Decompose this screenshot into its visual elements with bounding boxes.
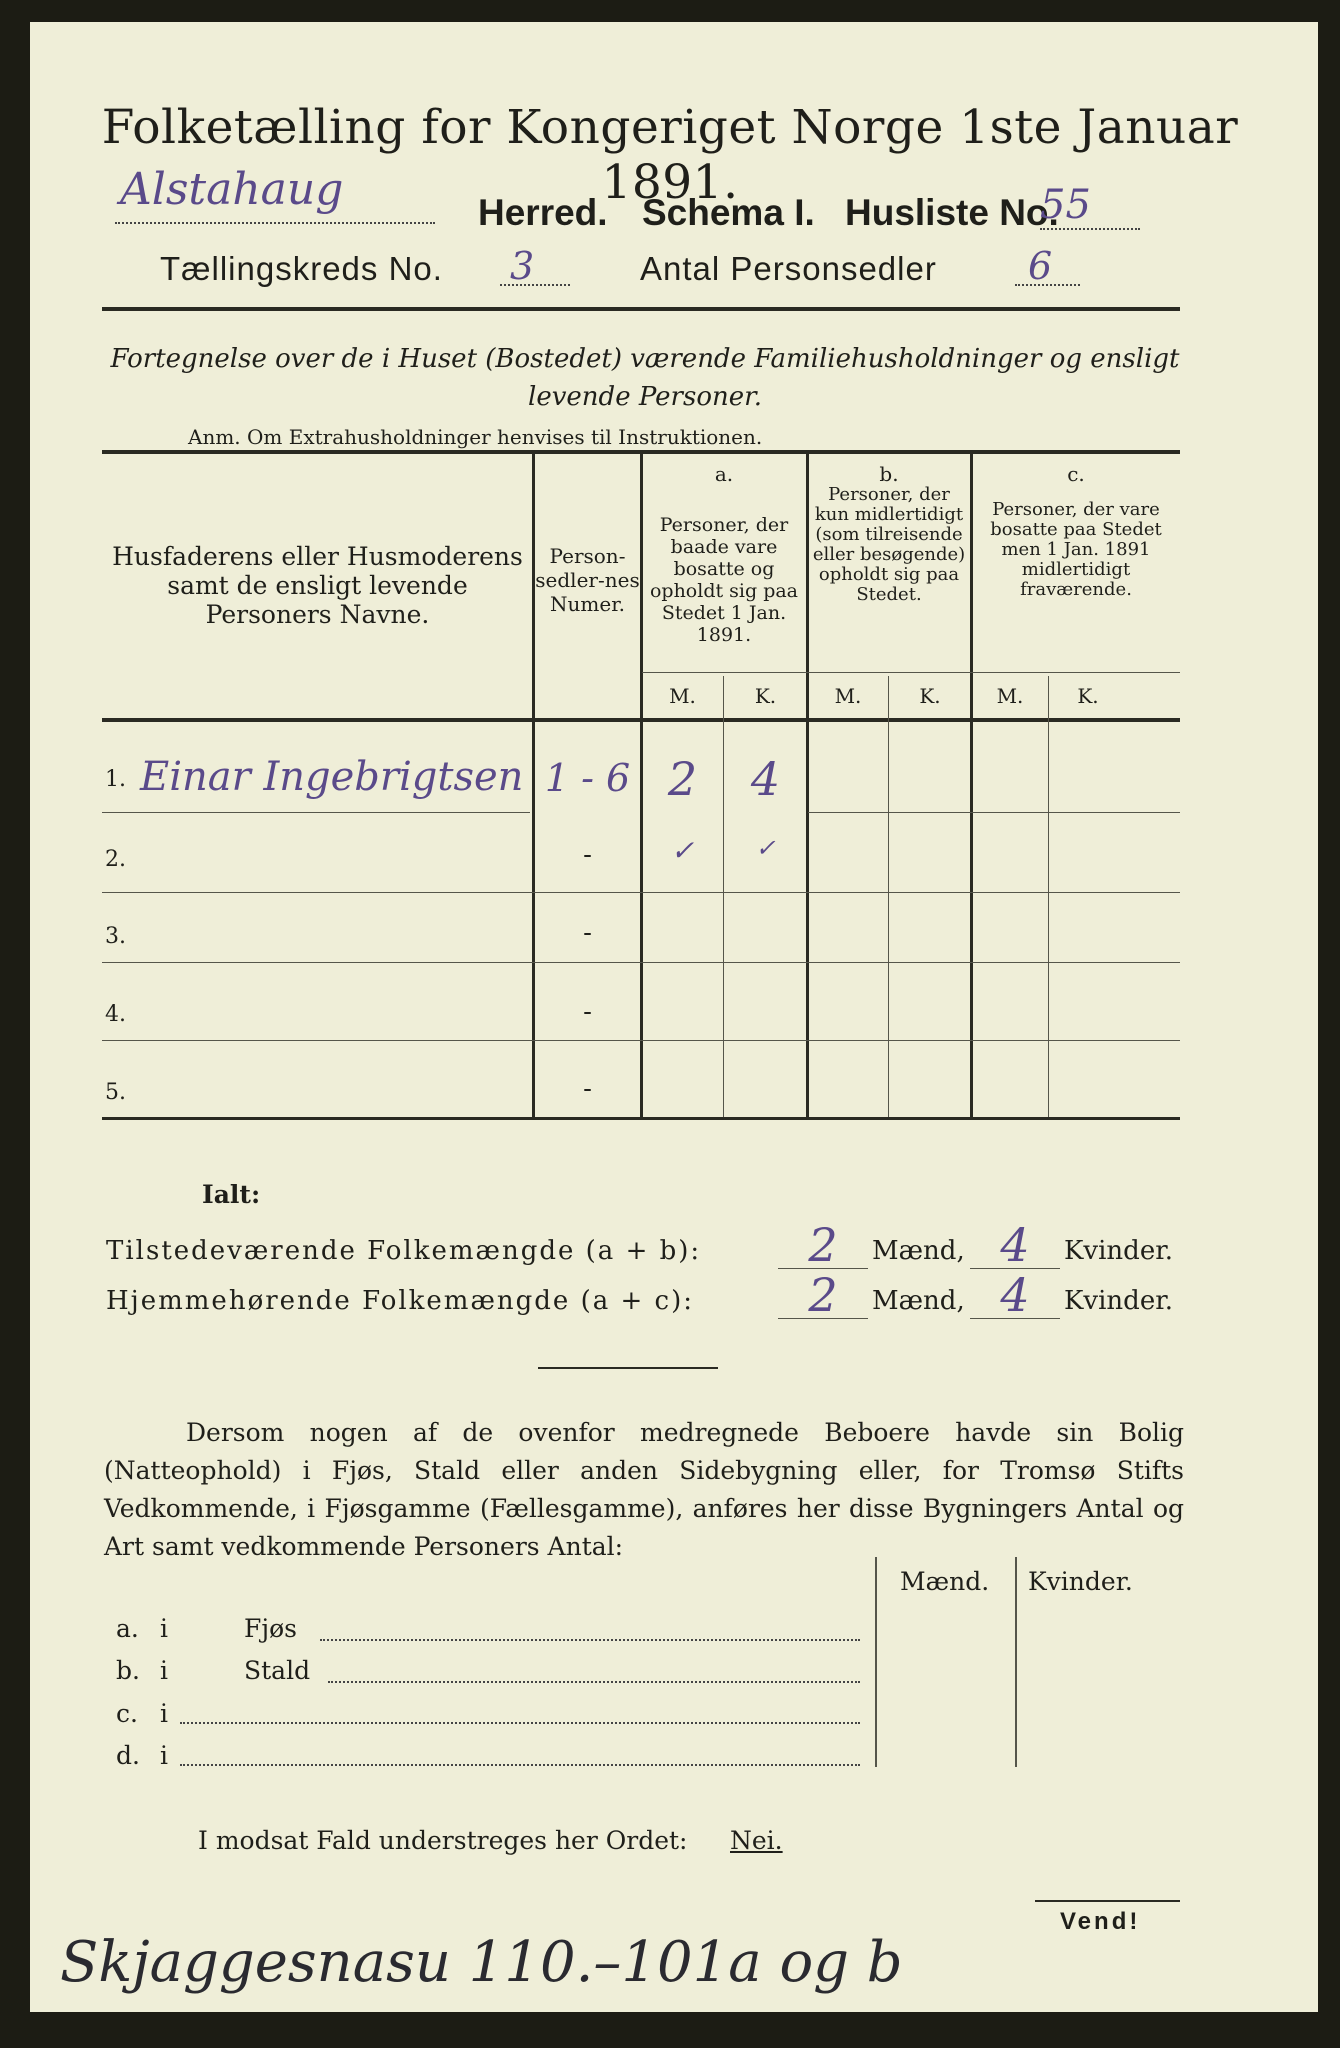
row-2-a-m: ✓ [670, 834, 695, 867]
hjemme-maend-label: Mænd, [872, 1286, 965, 1316]
hjemme-maend-value: 2 [808, 1268, 838, 1322]
col-a-letter: a. [714, 462, 734, 486]
row-2-numer: - [583, 840, 592, 870]
row-2-number: 2. [105, 847, 126, 872]
row-1-number: 1. [105, 767, 126, 792]
herred-label: Herred. [478, 192, 608, 233]
hjemme-label: Hjemmehørende Folkemængde (a + c): [106, 1286, 694, 1316]
col-names-header: Husfaderens eller Husmoderens samt de ensligt levende Personers Navne. [112, 542, 523, 629]
tilstede-maend-label: Mænd, [872, 1236, 965, 1266]
sidebygning-paragraph: Dersom nogen af de ovenfor medregnede Beboere havde sin Bolig (Natteophold) i Fjøs, Stald eller anden Sidebygning eller, for Tromsø Stifts Vedkommende, i Fjøsgamme (Fællesgamme), anføres her disse Bygningers Antal og Art samt vedkommende Personers Antal: [104, 1418, 1184, 1561]
intro-text: Fortegnelse over de i Huset (Bostedet) værende Familiehusholdninger og ensligt levende Personer. [110, 344, 1180, 412]
schema-label: Schema I. [642, 192, 815, 233]
husliste-value: 55 [1040, 182, 1091, 228]
row-4-numer: - [583, 997, 592, 1027]
building-a-prep: i [160, 1614, 168, 1643]
row-2-a-k: ✓ [755, 834, 776, 862]
col-a-k: K. [754, 684, 777, 708]
col-c-letter: c. [1067, 462, 1085, 486]
building-c-prep: i [160, 1699, 168, 1728]
anm-note: Anm. Om Extrahusholdninger henvises til Instruktionen. [188, 425, 763, 449]
herred-value: Alstahaug [120, 164, 344, 215]
col-c-k: K. [1077, 684, 1099, 708]
building-c-letter: c. [116, 1699, 138, 1728]
col-a-m: M. [669, 684, 696, 708]
building-d-letter: d. [116, 1741, 140, 1770]
hjemme-kvinder-value: 4 [1000, 1268, 1030, 1322]
husliste-label: Husliste No. [845, 192, 1059, 233]
census-form [30, 22, 1318, 2012]
tilstede-kvinder-value: 4 [1000, 1218, 1030, 1272]
kreds-label: Tællingskreds No. [160, 250, 443, 287]
buildings-kvinder-header: Kvinder. [1028, 1567, 1133, 1596]
section-divider [538, 1367, 718, 1369]
building-a-name: Fjøs [244, 1614, 297, 1643]
building-a-letter: a. [116, 1614, 139, 1643]
antal-label: Antal Personsedler [640, 250, 937, 287]
antal-value: 6 [1028, 244, 1053, 288]
vend-label: Vend! [1060, 1908, 1141, 1935]
tilstede-kvinder-label: Kvinder. [1064, 1236, 1174, 1266]
row-4-number: 4. [105, 1002, 126, 1027]
row-5-numer: - [583, 1074, 592, 1104]
row-1-a-k: 4 [750, 752, 781, 806]
nei-word: Nei. [730, 1826, 783, 1855]
building-b-letter: b. [116, 1656, 140, 1685]
tilstede-maend-value: 2 [808, 1218, 838, 1272]
row-1-a-m: 2 [667, 752, 698, 806]
col-numer-header: Person-sedler-nes Numer. [535, 544, 640, 616]
col-b-letter: b. [879, 462, 899, 486]
modsat-text: I modsat Fald understreges her Ordet: [198, 1826, 688, 1855]
kreds-value: 3 [510, 244, 535, 288]
building-b-prep: i [160, 1656, 168, 1685]
buildings-maend-header: Mænd. [900, 1567, 990, 1596]
tilstede-label: Tilstedeværende Folkemængde (a + b): [106, 1236, 702, 1266]
row-1-name: Einar Ingebrigtsen [140, 754, 524, 800]
row-3-number: 3. [105, 924, 126, 949]
row-1-numer: 1 - 6 [544, 756, 631, 800]
col-c-m: M. [996, 684, 1024, 708]
col-b-m: M. [834, 684, 862, 708]
hjemme-kvinder-label: Kvinder. [1064, 1286, 1174, 1316]
form-title: Folketælling for Kongeriget Norge 1ste Januar 1891. [101, 100, 1239, 210]
col-b-header: Personer, der kun midlertidigt (som tilreisende eller besøgende) opholdt sig paa Stedet. [812, 484, 966, 605]
footer-handwritten-note: Skjaggesnasu 110.–101a og b [60, 1930, 903, 1995]
col-b-k: K. [919, 684, 941, 708]
ialt-label: Ialt: [202, 1180, 261, 1209]
building-d-prep: i [160, 1741, 168, 1770]
row-3-numer: - [583, 918, 592, 948]
col-c-header: Personer, der vare bosatte paa Stedet men 1 Jan. 1891 midlertidigt fraværende. [990, 499, 1162, 600]
building-b-name: Stald [244, 1656, 311, 1685]
col-a-header: Personer, der baade vare bosatte og opholdt sig paa Stedet 1 Jan. 1891. [649, 514, 799, 646]
header-rule [102, 307, 1180, 311]
row-5-number: 5. [105, 1080, 126, 1105]
